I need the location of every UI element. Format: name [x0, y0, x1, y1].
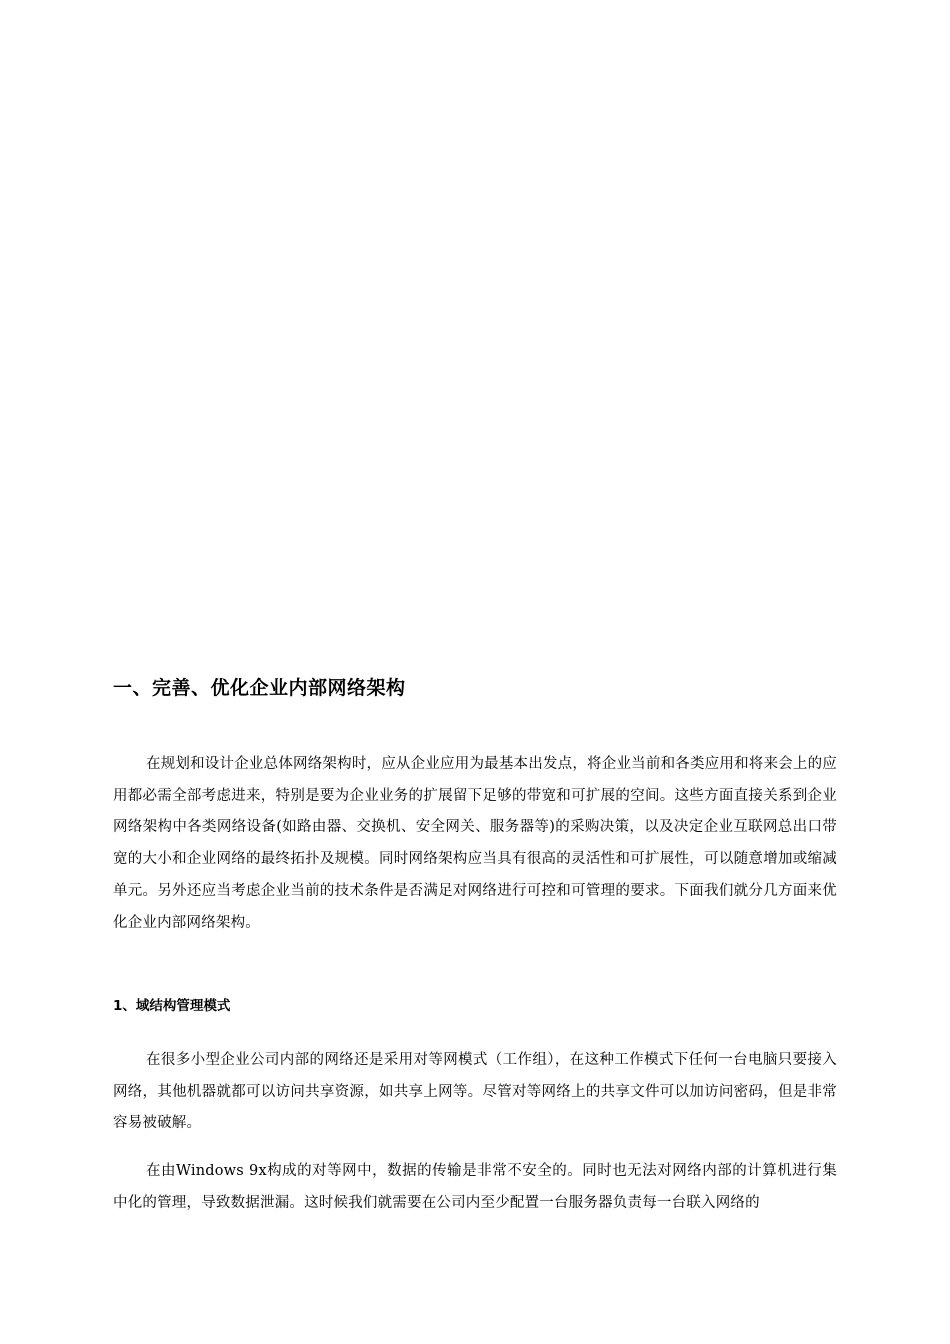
paragraph-windows-peer-network: 在由Windows 9x构成的对等网中，数据的传输是非常不安全的。同时也无法对网络内部的计算机进行集中化的管理，导致数据泄漏。这时候我们就需要在公司内至少配置一台服务器负责每一台联入网络的 — [113, 1163, 837, 1211]
subheading-domain-management: 1、域结构管理模式 — [113, 998, 231, 1014]
section-heading: 一、完善、优化企业内部网络架构 — [113, 677, 406, 699]
paragraph-network-architecture: 在规划和设计企业总体网络架构时，应从企业应用为最基本出发点，将企业当前和各类应用和将来会上的应用都必需全部考虑进来，特别是要为企业业务的扩展留下足够的带宽和可扩展的空间。这些方面直接关系到企业网络架构中各类网络设备(如路由器、交换机、安全网关、服务器等)的采购决策，以及决定企业互联网总出口带宽的大小和企业网络的最终拓扑及规模。同时网络架构应当具有很高的灵活性和可扩展性，可以随意增加或缩减单元。另外还应当考虑企业当前的技术条件是否满足对网络进行可控和可管理的要求。下面我们就分几方面来优化企业内部网络架构。 — [113, 756, 837, 931]
paragraph-peer-network: 在很多小型企业公司内部的网络还是采用对等网模式（工作组），在这种工作模式下任何一台电脑只要接入网络，其他机器就都可以访问共享资源，如共享上网等。尽管对等网络上的共享文件可以加访问密码，但是非常容易被破解。 — [113, 1052, 837, 1132]
